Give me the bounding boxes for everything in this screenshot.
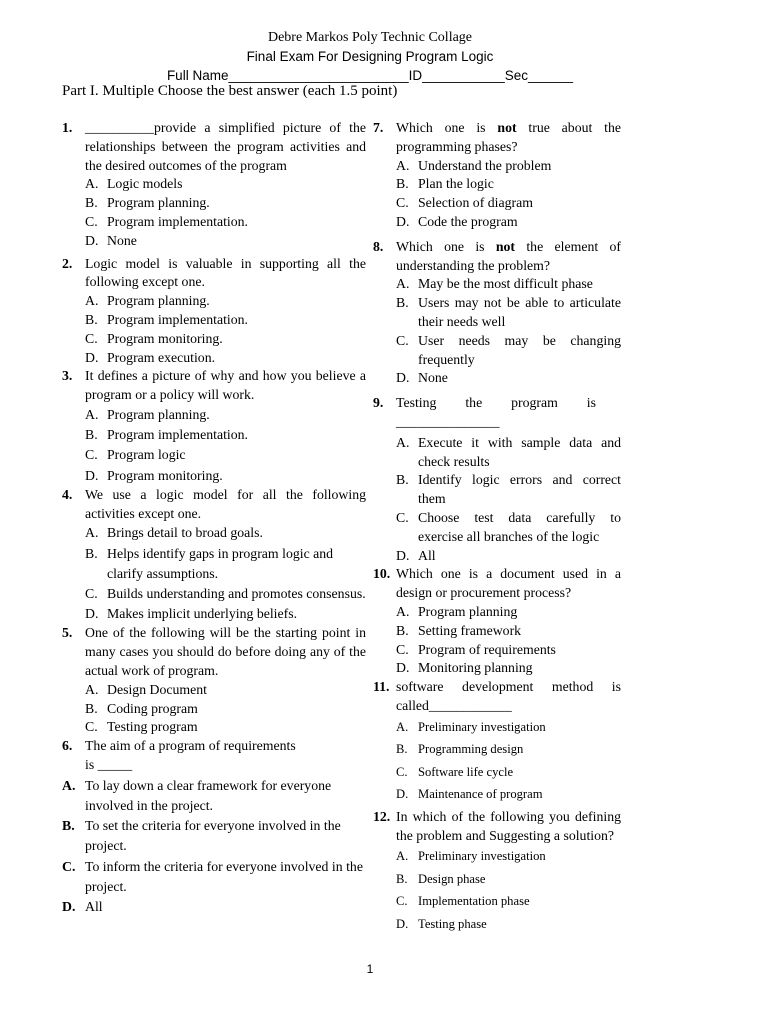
option[interactable] [62,897,366,917]
option[interactable] [85,466,366,486]
option-text: Makes implicit underlying beliefs. [107,606,298,622]
option[interactable] [85,292,366,311]
question-number: 8. [373,238,384,254]
question-text: One of the following will be the starting point in many cases you should do before doing any of the actual work of program. [85,625,366,678]
option[interactable] [396,194,621,213]
question-12 [373,808,621,936]
question-number: 4. [62,486,73,502]
option-letter: A. [396,276,410,292]
option-letter: B. [85,195,98,211]
question-number: 11. [373,679,390,695]
option-letter: C. [396,764,408,779]
option-text: Testing program [107,719,198,735]
options-list [373,716,621,806]
option[interactable] [396,603,621,622]
option[interactable] [396,868,621,891]
part-title: Part I. Multiple Choose the best answer (each 1.5 point) [62,83,398,99]
option-text: Maintenance of program [418,787,543,802]
option-text: Identify logic errors and correct them [418,472,621,507]
question-text [396,119,621,157]
option[interactable] [396,783,621,806]
option[interactable] [85,349,366,368]
school-name: Debre Markos Poly Technic Collage [267,30,473,45]
option[interactable] [85,604,366,624]
right-column [373,119,621,935]
option[interactable] [85,330,366,349]
page-number: 1 [366,962,374,976]
options-list [85,292,366,367]
option-letter: B. [396,295,409,311]
option-letter: D. [396,370,410,386]
question-11 [373,678,621,806]
option[interactable] [85,232,366,251]
option-letter: C. [396,894,408,909]
option-text: All [418,547,436,563]
option-text: Software life cycle [418,764,514,779]
option-letter: A. [85,293,99,309]
option-text: Preliminary investigation [418,849,546,864]
option-letter: D. [62,898,76,914]
option-text: None [107,232,137,248]
option[interactable] [396,890,621,913]
option[interactable] [62,816,366,856]
option[interactable] [396,622,621,641]
option-text: Program planning. [107,406,210,422]
option-text: Program planning. [107,195,210,211]
question-text-emphasis: not [497,120,517,135]
option-letter: A. [85,176,99,192]
option[interactable] [396,175,621,194]
option[interactable] [396,761,621,784]
option-text: User needs may be changing frequently [418,332,621,367]
question-number: 10. [373,566,391,582]
option-text: To lay down a clear framework for everyone involved in the project. [85,777,332,813]
option[interactable] [85,311,366,330]
option-letter: D. [85,467,99,483]
question-text-part: Which one is [396,120,498,135]
option-text: May be the most difficult phase [418,276,593,292]
option-letter: A. [85,525,99,541]
option[interactable] [396,547,621,566]
option[interactable] [85,213,366,232]
question-text-part: Which one is [396,238,496,254]
option[interactable] [396,659,621,678]
options-list [85,681,366,737]
option-letter: B. [396,871,408,886]
question-number: 12. [373,808,391,824]
option-text: Programming design [418,742,524,757]
option[interactable] [396,213,621,232]
option[interactable] [396,434,621,472]
option-text: Builds understanding and promotes consensus. [107,585,366,601]
question-10 [373,565,621,678]
exam-title: Final Exam For Designing Program Logic [246,49,494,64]
option[interactable] [85,523,366,543]
option[interactable] [396,369,621,388]
option-text: Program planning [418,603,518,619]
option[interactable] [396,845,621,868]
question-number: 7. [373,120,384,135]
option-text: Choose test data carefully to exercise all branches of the logic [418,509,621,544]
option-letter: A. [396,849,409,864]
option[interactable] [396,157,621,176]
option-letter: D. [85,606,99,622]
option-text: Program of requirements [418,641,556,657]
option[interactable] [396,641,621,660]
option[interactable] [396,716,621,739]
option-text: All [85,898,103,914]
question-6 [62,737,366,917]
option-letter: A. [396,434,410,450]
question-text: __________provide a simplified picture of the relationships between the program activities and the desired outcomes of the program [85,120,366,173]
option-text: Program implementation. [107,213,249,229]
option[interactable] [85,194,366,213]
option[interactable] [85,718,366,737]
option[interactable] [62,776,366,816]
option-text: Program monitoring. [107,467,223,483]
option-letter: D. [396,213,410,229]
question-text: software development method is called____________ [396,679,621,713]
option-letter: D. [396,547,410,563]
question-7 [373,119,621,232]
option[interactable] [85,584,366,604]
option-letter: D. [396,660,410,676]
options-list [396,275,621,388]
option-text: To set the criteria for everyone involved in the project. [85,818,341,854]
option-letter: A. [85,406,99,422]
option-letter: C. [85,447,98,463]
option-letter: A. [396,157,410,173]
options-list [62,776,366,917]
option-letter: D. [396,787,409,802]
option-letter: B. [85,545,98,561]
question-number: 9. [373,395,384,411]
option-letter: D. [85,349,99,365]
option-letter: C. [85,719,98,735]
option-text: Brings detail to broad goals. [107,525,263,541]
option[interactable] [396,471,621,509]
option-letter: C. [85,585,98,601]
question-text: It defines a picture of why and how you believe a program or a policy will work. [85,368,366,403]
option-letter: C. [396,509,409,525]
question-text: Testing the program is _______________ [396,395,596,429]
option-text: Code the program [418,213,518,229]
option[interactable] [396,275,621,294]
option[interactable] [85,425,366,445]
option-letter: B. [396,472,409,488]
question-2 [62,255,366,368]
option-letter: B. [396,622,409,638]
option-letter: B. [85,700,98,716]
question-text [396,238,621,276]
left-column [62,119,366,917]
options-list [85,523,366,624]
option-letter: C. [396,195,409,211]
option-letter: D. [85,232,99,248]
option-text: Logic models [107,176,183,192]
option-text: Users may not be able to articulate their needs well [418,295,621,329]
option-text: Setting framework [418,622,522,638]
option-text: Program execution. [107,349,216,365]
question-4 [62,486,366,625]
options-list [396,603,621,678]
question-text-emphasis: not [495,238,516,254]
question-number: 1. [62,120,73,135]
question-number: 3. [62,368,73,384]
option[interactable] [85,405,366,425]
option-letter: B. [85,311,98,327]
option[interactable] [396,509,621,547]
option[interactable] [396,913,621,936]
question-text: Logic model is valuable in supporting all the following except one. [85,255,366,290]
option-text: Selection of diagram [418,195,533,211]
option-text: Plan the logic [418,176,494,192]
question-5 [62,624,366,737]
option[interactable] [85,700,366,719]
option-text: Implementation phase [418,894,530,909]
options-list [373,845,621,935]
option-text: Helps identify gaps in program logic and clarify assumptions. [107,545,334,581]
question-number: 2. [62,255,73,271]
option-letter: C. [85,213,98,229]
option-letter: C. [85,330,98,346]
option[interactable] [396,738,621,761]
option-text: Program implementation. [107,427,249,443]
options-list [85,405,366,486]
option[interactable] [85,445,366,465]
option[interactable] [85,544,366,584]
option-text: Program planning. [107,293,210,309]
question-text: The aim of a program of requirements is _____ [85,738,296,772]
option-letter: A. [62,777,76,793]
option-letter: B. [62,818,75,834]
option-text: Program implementation. [107,311,249,327]
option-text: Program logic [107,447,186,463]
option[interactable] [85,175,366,194]
option[interactable] [396,332,621,370]
option-text: Design Document [107,681,208,697]
option-letter: B. [85,427,98,443]
question-9 [373,394,621,565]
question-3 [62,367,366,485]
option-letter: A. [85,681,99,697]
option-text: Design phase [418,871,486,886]
option-letter: C. [62,858,76,874]
options-list [396,157,621,232]
option-letter: D. [396,916,409,931]
option[interactable] [396,294,621,332]
options-list [85,175,366,250]
question-1 [62,119,366,251]
question-text-part: the element of understanding the problem? [396,238,621,273]
option-text: Understand the problem [418,157,552,173]
question-text: In which of the following you defining the problem and Suggesting a solution? [396,808,621,843]
option-text: Testing phase [418,916,487,931]
question-number: 5. [62,625,73,641]
option-letter: B. [396,176,409,192]
option-text: Execute it with sample data and check results [418,434,621,469]
option-text: To inform the criteria for everyone involved in the project. [85,858,363,894]
option[interactable] [85,681,366,700]
option[interactable] [62,857,366,897]
option-text: Preliminary investigation [418,719,546,734]
student-fields: Full Name________________________ID___________Sec______ [166,68,574,83]
option-text: Coding program [107,700,198,716]
option-text: None [418,370,448,386]
option-letter: C. [396,332,409,348]
question-8 [373,238,621,388]
question-text: Which one is a document used in a design or procurement process? [396,566,621,601]
option-text: Monitoring planning [418,660,533,676]
option-letter: C. [396,641,409,657]
question-text: We use a logic model for all the following activities except one. [85,486,366,521]
option-text: Program monitoring. [107,330,223,346]
option-letter: A. [396,719,409,734]
question-number: 6. [62,738,73,754]
option-letter: B. [396,742,408,757]
options-list [396,434,621,566]
option-letter: A. [396,603,410,619]
question-text-part: true about the programming phases? [396,120,622,154]
